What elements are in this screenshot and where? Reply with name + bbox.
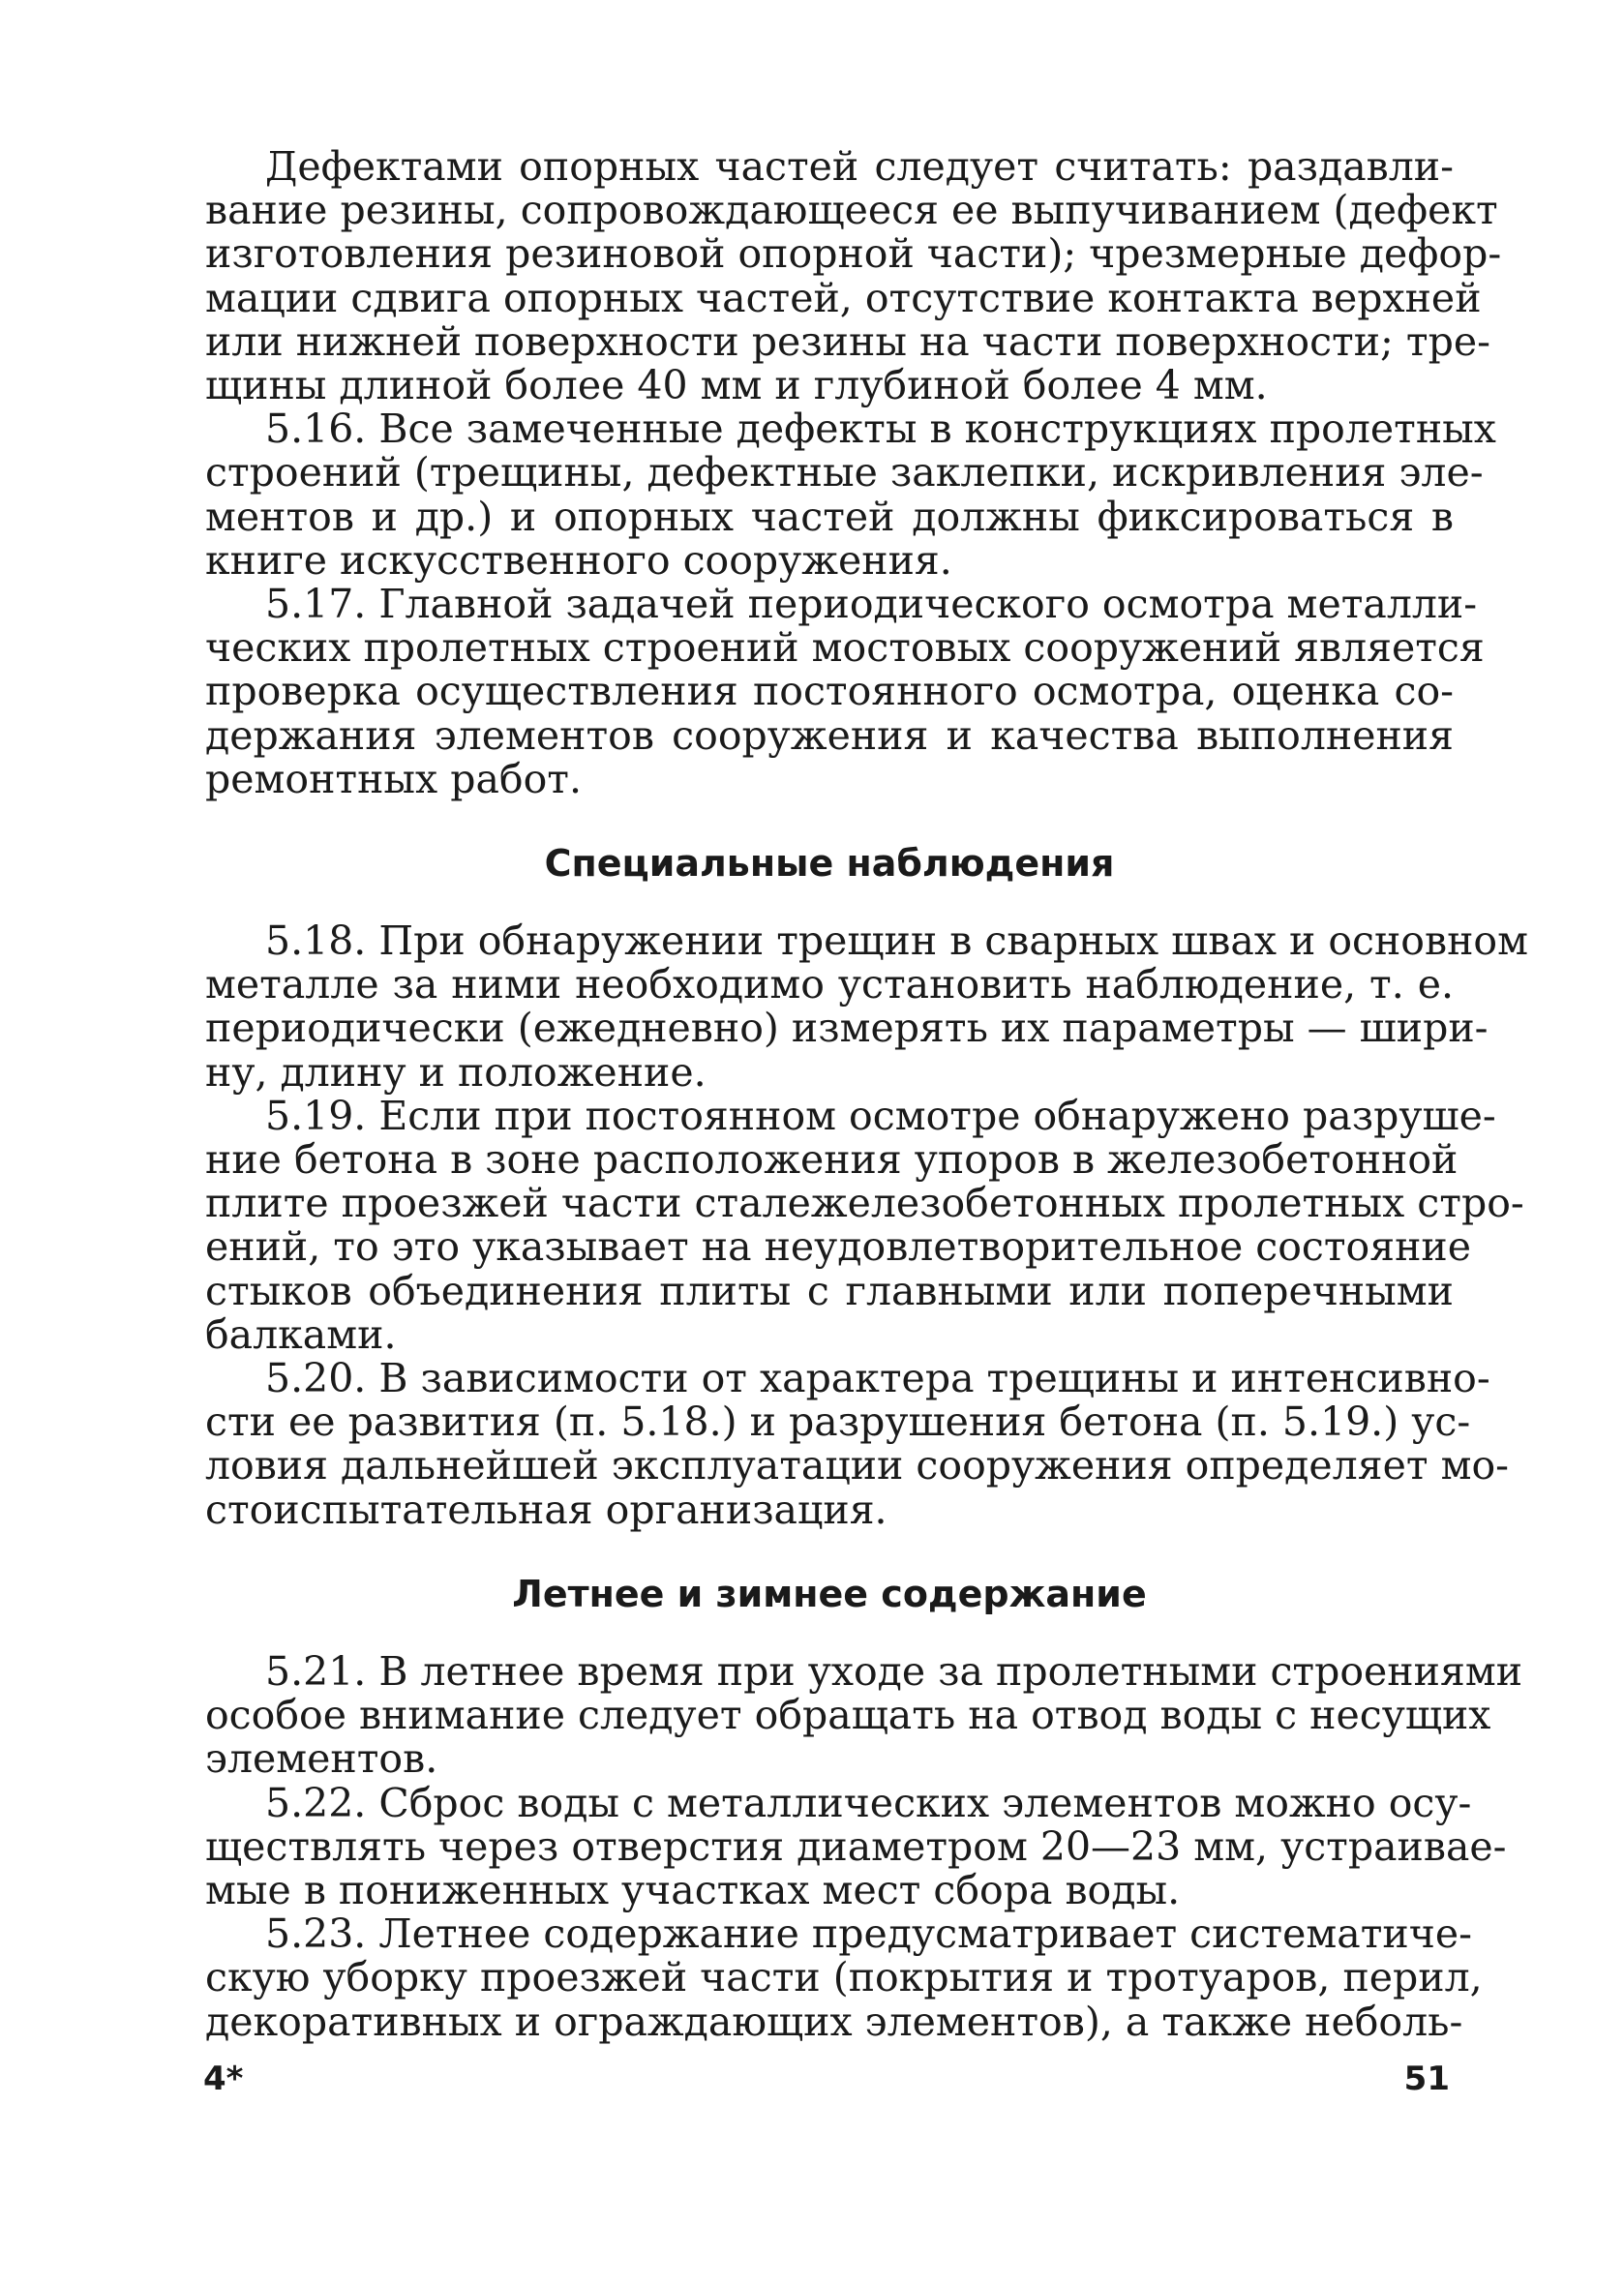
- text-line: проверка осуществления постоянного осмотра, оценка со-: [205, 668, 1454, 715]
- text-line: ну, длину и положение.: [205, 1048, 707, 1096]
- text-line: Дефектами опорных частей следует считать: раздавли-: [265, 143, 1454, 190]
- section-heading-special-observations: Специальные наблюдения: [544, 842, 1115, 886]
- text-line: 5.20. В зависимости от характера трещины и интенсивно-: [265, 1355, 1490, 1402]
- text-line: щины длиной более 40 мм и глубиной более 4 мм.: [205, 362, 1268, 409]
- text-line: ений, то это указывает на неудовлетворительное состояние: [205, 1223, 1471, 1271]
- paragraph-5-22: [205, 1779, 1507, 1913]
- text-line: периодически (ежедневно) измерять их параметры — шири-: [205, 1005, 1489, 1052]
- text-line: или нижней поверхности резины на части поверхности; тре-: [205, 317, 1490, 365]
- paragraph-5-18: [205, 917, 1528, 1096]
- paragraph-5-19: [205, 1092, 1524, 1358]
- text-line: мации сдвига опорных частей, отсутствие контакта верхней: [205, 274, 1482, 321]
- paragraph-5-21: [205, 1647, 1523, 1783]
- text-line: изготовления резиновой опорной части); чрезмерные дефор-: [205, 230, 1502, 278]
- text-line: 5.16. Все замеченные дефекты в конструкциях пролетных: [265, 406, 1496, 453]
- text-line: плите проезжей части сталежелезобетонных пролетных стро-: [205, 1180, 1524, 1227]
- text-line: элементов.: [205, 1735, 438, 1783]
- paragraph-5-20: [205, 1355, 1509, 1533]
- printer-signature-mark: 4*: [203, 2060, 244, 2098]
- text-line: 5.19. Если при постоянном осмотре обнаружено разруше-: [265, 1092, 1496, 1139]
- text-line: книге искусственного сооружения.: [205, 536, 952, 584]
- text-line: ментов и др.) и опорных частей должны фиксироваться в: [205, 493, 1454, 540]
- text-line: ческих пролетных строений мостовых сооружений является: [205, 624, 1485, 672]
- text-line: 5.23. Летнее содержание предусматривает систематиче-: [265, 1910, 1472, 1958]
- paragraph-5-23: [205, 1910, 1483, 2045]
- text-line: особое внимание следует обращать на отвод воды с несущих: [205, 1692, 1491, 1739]
- text-line: держания элементов сооружения и качества выполнения: [205, 711, 1454, 759]
- text-line: сти ее развития (п. 5.18.) и разрушения бетона (п. 5.19.) ус-: [205, 1399, 1471, 1446]
- text-line: ществлять через отверстия диаметром 20—23 мм, устраивае-: [205, 1822, 1507, 1870]
- text-line: строений (трещины, дефектные заклепки, искривления эле-: [205, 449, 1484, 496]
- paragraph-defects: [205, 143, 1502, 409]
- text-line: ние бетона в зоне расположения упоров в железобетонной: [205, 1136, 1459, 1184]
- text-line: скую уборку проезжей части (покрытия и тротуаров, перил,: [205, 1954, 1483, 2001]
- text-line: ремонтных работ.: [205, 755, 582, 802]
- paragraph-5-17: [205, 581, 1485, 802]
- page-number: 51: [1403, 2060, 1450, 2098]
- text-line: стыков объединения плиты с главными или поперечными: [205, 1267, 1454, 1314]
- text-line: стоиспытательная организация.: [205, 1486, 887, 1533]
- text-line: мые в пониженных участках мест сбора воды.: [205, 1866, 1181, 1913]
- text-line: ловия дальнейшей эксплуатации сооружения определяет мо-: [205, 1442, 1509, 1489]
- section-heading-summer-winter: Летнее и зимнее содержание: [512, 1572, 1147, 1615]
- text-line: 5.22. Сброс воды с металлических элементов можно осу-: [265, 1779, 1472, 1826]
- text-line: 5.17. Главной задачей периодического осмотра металли-: [265, 581, 1478, 628]
- text-line: балками.: [205, 1310, 397, 1358]
- text-line: декоративных и ограждающих элементов), а также неболь-: [205, 1998, 1463, 2045]
- text-line: 5.21. В летнее время при уходе за пролетными строениями: [265, 1647, 1523, 1695]
- page-body: [205, 143, 1528, 2045]
- text-line: 5.18. При обнаружении трещин в сварных швах и основном: [265, 917, 1528, 965]
- text-line: вание резины, сопровождающееся ее выпучиванием (дефект: [205, 187, 1498, 234]
- text-line: металле за ними необходимо установить наблюдение, т. е.: [205, 961, 1454, 1008]
- paragraph-5-16: [205, 406, 1496, 584]
